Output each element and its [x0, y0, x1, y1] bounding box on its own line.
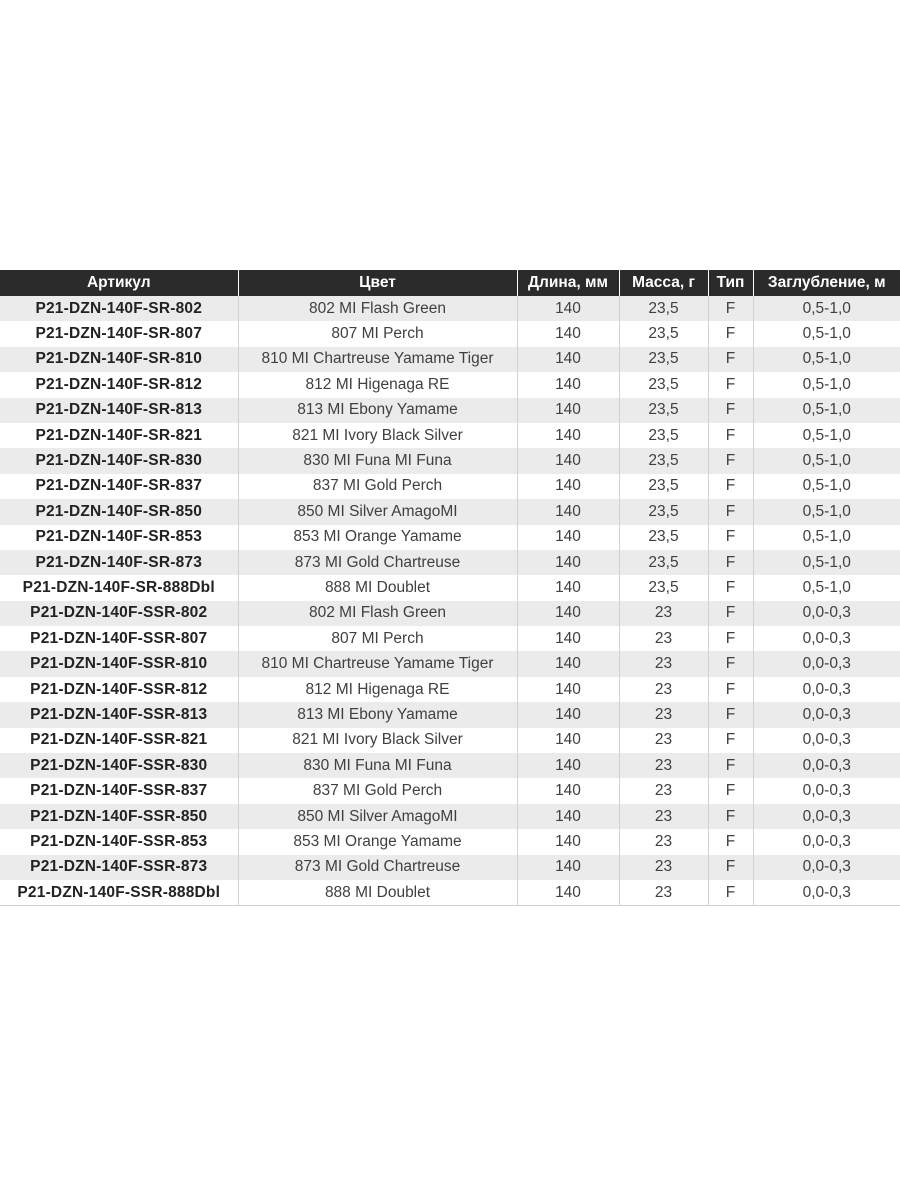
cell-mass: 23,5: [619, 372, 708, 397]
cell-mass: 23: [619, 651, 708, 676]
cell-depth: 0,5-1,0: [753, 347, 900, 372]
cell-article: P21-DZN-140F-SSR-888Dbl: [0, 880, 238, 906]
table-body: [0, 296, 900, 906]
cell-type: F: [708, 753, 753, 778]
cell-color: 853 MI Orange Yamame: [238, 829, 517, 854]
cell-color: 821 MI Ivory Black Silver: [238, 728, 517, 753]
cell-color: 888 MI Doublet: [238, 880, 517, 906]
cell-type: F: [708, 448, 753, 473]
cell-length: 140: [517, 728, 619, 753]
cell-type: F: [708, 321, 753, 346]
cell-type: F: [708, 398, 753, 423]
cell-depth: 0,5-1,0: [753, 372, 900, 397]
cell-type: F: [708, 296, 753, 321]
cell-mass: 23,5: [619, 474, 708, 499]
cell-article: P21-DZN-140F-SSR-810: [0, 651, 238, 676]
cell-type: F: [708, 651, 753, 676]
cell-length: 140: [517, 550, 619, 575]
cell-article: P21-DZN-140F-SSR-837: [0, 778, 238, 803]
cell-mass: 23: [619, 626, 708, 651]
table-row: [0, 702, 900, 727]
cell-type: F: [708, 880, 753, 906]
cell-color: 802 MI Flash Green: [238, 601, 517, 626]
cell-length: 140: [517, 829, 619, 854]
cell-mass: 23: [619, 702, 708, 727]
cell-mass: 23,5: [619, 448, 708, 473]
cell-article: P21-DZN-140F-SSR-812: [0, 677, 238, 702]
cell-color: 850 MI Silver AmagoMI: [238, 804, 517, 829]
cell-type: F: [708, 829, 753, 854]
cell-length: 140: [517, 753, 619, 778]
cell-color: 812 MI Higenaga RE: [238, 677, 517, 702]
table-row: [0, 423, 900, 448]
cell-depth: 0,5-1,0: [753, 321, 900, 346]
header-article: Артикул: [0, 270, 238, 296]
cell-mass: 23,5: [619, 296, 708, 321]
cell-mass: 23: [619, 804, 708, 829]
cell-depth: 0,5-1,0: [753, 423, 900, 448]
header-row: [0, 270, 900, 296]
cell-type: F: [708, 575, 753, 600]
cell-article: P21-DZN-140F-SSR-850: [0, 804, 238, 829]
cell-depth: 0,5-1,0: [753, 474, 900, 499]
cell-type: F: [708, 728, 753, 753]
cell-length: 140: [517, 702, 619, 727]
cell-length: 140: [517, 677, 619, 702]
cell-color: 802 MI Flash Green: [238, 296, 517, 321]
cell-article: P21-DZN-140F-SR-873: [0, 550, 238, 575]
cell-mass: 23: [619, 728, 708, 753]
header-mass: Масса, г: [619, 270, 708, 296]
cell-mass: 23,5: [619, 550, 708, 575]
cell-depth: 0,5-1,0: [753, 296, 900, 321]
table-row: [0, 575, 900, 600]
cell-mass: 23: [619, 601, 708, 626]
table-row: [0, 347, 900, 372]
cell-depth: 0,0-0,3: [753, 728, 900, 753]
table-header: [0, 270, 900, 296]
cell-length: 140: [517, 651, 619, 676]
cell-type: F: [708, 474, 753, 499]
cell-mass: 23: [619, 829, 708, 854]
cell-type: F: [708, 677, 753, 702]
cell-depth: 0,0-0,3: [753, 880, 900, 906]
table-row: [0, 499, 900, 524]
cell-type: F: [708, 499, 753, 524]
cell-depth: 0,0-0,3: [753, 855, 900, 880]
cell-length: 140: [517, 855, 619, 880]
cell-length: 140: [517, 778, 619, 803]
cell-color: 830 MI Funa MI Funa: [238, 448, 517, 473]
cell-article: P21-DZN-140F-SSR-807: [0, 626, 238, 651]
cell-length: 140: [517, 321, 619, 346]
table-row: [0, 448, 900, 473]
cell-article: P21-DZN-140F-SSR-873: [0, 855, 238, 880]
cell-mass: 23,5: [619, 321, 708, 346]
cell-color: 873 MI Gold Chartreuse: [238, 550, 517, 575]
spec-table: [0, 270, 900, 906]
cell-article: P21-DZN-140F-SR-888Dbl: [0, 575, 238, 600]
cell-article: P21-DZN-140F-SR-821: [0, 423, 238, 448]
cell-depth: 0,0-0,3: [753, 601, 900, 626]
cell-color: 830 MI Funa MI Funa: [238, 753, 517, 778]
cell-article: P21-DZN-140F-SR-802: [0, 296, 238, 321]
cell-length: 140: [517, 880, 619, 906]
cell-article: P21-DZN-140F-SR-807: [0, 321, 238, 346]
cell-color: 813 MI Ebony Yamame: [238, 702, 517, 727]
cell-depth: 0,0-0,3: [753, 778, 900, 803]
cell-color: 807 MI Perch: [238, 626, 517, 651]
cell-article: P21-DZN-140F-SSR-830: [0, 753, 238, 778]
table-row: [0, 855, 900, 880]
cell-type: F: [708, 702, 753, 727]
cell-mass: 23,5: [619, 525, 708, 550]
cell-length: 140: [517, 601, 619, 626]
cell-type: F: [708, 778, 753, 803]
cell-article: P21-DZN-140F-SR-813: [0, 398, 238, 423]
cell-mass: 23,5: [619, 499, 708, 524]
cell-article: P21-DZN-140F-SSR-802: [0, 601, 238, 626]
cell-depth: 0,0-0,3: [753, 753, 900, 778]
cell-mass: 23: [619, 753, 708, 778]
cell-article: P21-DZN-140F-SR-810: [0, 347, 238, 372]
cell-article: P21-DZN-140F-SR-837: [0, 474, 238, 499]
table-row: [0, 601, 900, 626]
cell-depth: 0,5-1,0: [753, 525, 900, 550]
cell-mass: 23: [619, 880, 708, 906]
cell-color: 853 MI Orange Yamame: [238, 525, 517, 550]
cell-length: 140: [517, 398, 619, 423]
cell-color: 837 MI Gold Perch: [238, 778, 517, 803]
cell-mass: 23,5: [619, 347, 708, 372]
cell-length: 140: [517, 448, 619, 473]
cell-type: F: [708, 525, 753, 550]
cell-color: 807 MI Perch: [238, 321, 517, 346]
table-row: [0, 728, 900, 753]
cell-article: P21-DZN-140F-SR-830: [0, 448, 238, 473]
table-row: [0, 525, 900, 550]
cell-length: 140: [517, 372, 619, 397]
cell-color: 813 MI Ebony Yamame: [238, 398, 517, 423]
header-depth: Заглубление, м: [753, 270, 900, 296]
cell-length: 140: [517, 575, 619, 600]
cell-color: 888 MI Doublet: [238, 575, 517, 600]
table-row: [0, 372, 900, 397]
cell-length: 140: [517, 804, 619, 829]
cell-depth: 0,0-0,3: [753, 677, 900, 702]
cell-length: 140: [517, 525, 619, 550]
cell-type: F: [708, 601, 753, 626]
cell-mass: 23,5: [619, 423, 708, 448]
cell-mass: 23,5: [619, 398, 708, 423]
cell-mass: 23: [619, 778, 708, 803]
table-row: [0, 321, 900, 346]
cell-color: 810 MI Chartreuse Yamame Tiger: [238, 651, 517, 676]
table-row: [0, 550, 900, 575]
cell-type: F: [708, 855, 753, 880]
cell-color: 812 MI Higenaga RE: [238, 372, 517, 397]
header-color: Цвет: [238, 270, 517, 296]
cell-depth: 0,0-0,3: [753, 626, 900, 651]
cell-depth: 0,5-1,0: [753, 448, 900, 473]
cell-color: 850 MI Silver AmagoMI: [238, 499, 517, 524]
cell-depth: 0,5-1,0: [753, 575, 900, 600]
cell-depth: 0,5-1,0: [753, 550, 900, 575]
spec-table-container: [0, 270, 900, 906]
cell-article: P21-DZN-140F-SR-850: [0, 499, 238, 524]
cell-length: 140: [517, 499, 619, 524]
cell-length: 140: [517, 347, 619, 372]
cell-mass: 23: [619, 677, 708, 702]
cell-color: 837 MI Gold Perch: [238, 474, 517, 499]
cell-length: 140: [517, 296, 619, 321]
table-row: [0, 880, 900, 906]
cell-depth: 0,0-0,3: [753, 829, 900, 854]
cell-length: 140: [517, 423, 619, 448]
table-row: [0, 804, 900, 829]
cell-type: F: [708, 347, 753, 372]
cell-article: P21-DZN-140F-SR-812: [0, 372, 238, 397]
cell-type: F: [708, 550, 753, 575]
cell-depth: 0,0-0,3: [753, 804, 900, 829]
cell-color: 873 MI Gold Chartreuse: [238, 855, 517, 880]
table-row: [0, 829, 900, 854]
cell-mass: 23,5: [619, 575, 708, 600]
cell-depth: 0,0-0,3: [753, 702, 900, 727]
table-row: [0, 296, 900, 321]
cell-type: F: [708, 372, 753, 397]
cell-article: P21-DZN-140F-SSR-853: [0, 829, 238, 854]
cell-type: F: [708, 804, 753, 829]
cell-type: F: [708, 423, 753, 448]
header-length: Длина, мм: [517, 270, 619, 296]
cell-article: P21-DZN-140F-SSR-813: [0, 702, 238, 727]
cell-depth: 0,0-0,3: [753, 651, 900, 676]
cell-article: P21-DZN-140F-SR-853: [0, 525, 238, 550]
cell-length: 140: [517, 474, 619, 499]
table-row: [0, 398, 900, 423]
table-row: [0, 651, 900, 676]
cell-length: 140: [517, 626, 619, 651]
cell-depth: 0,5-1,0: [753, 499, 900, 524]
cell-article: P21-DZN-140F-SSR-821: [0, 728, 238, 753]
cell-color: 821 MI Ivory Black Silver: [238, 423, 517, 448]
table-row: [0, 778, 900, 803]
cell-depth: 0,5-1,0: [753, 398, 900, 423]
cell-color: 810 MI Chartreuse Yamame Tiger: [238, 347, 517, 372]
table-row: [0, 677, 900, 702]
table-row: [0, 626, 900, 651]
table-row: [0, 753, 900, 778]
cell-type: F: [708, 626, 753, 651]
cell-mass: 23: [619, 855, 708, 880]
header-type: Тип: [708, 270, 753, 296]
table-row: [0, 474, 900, 499]
